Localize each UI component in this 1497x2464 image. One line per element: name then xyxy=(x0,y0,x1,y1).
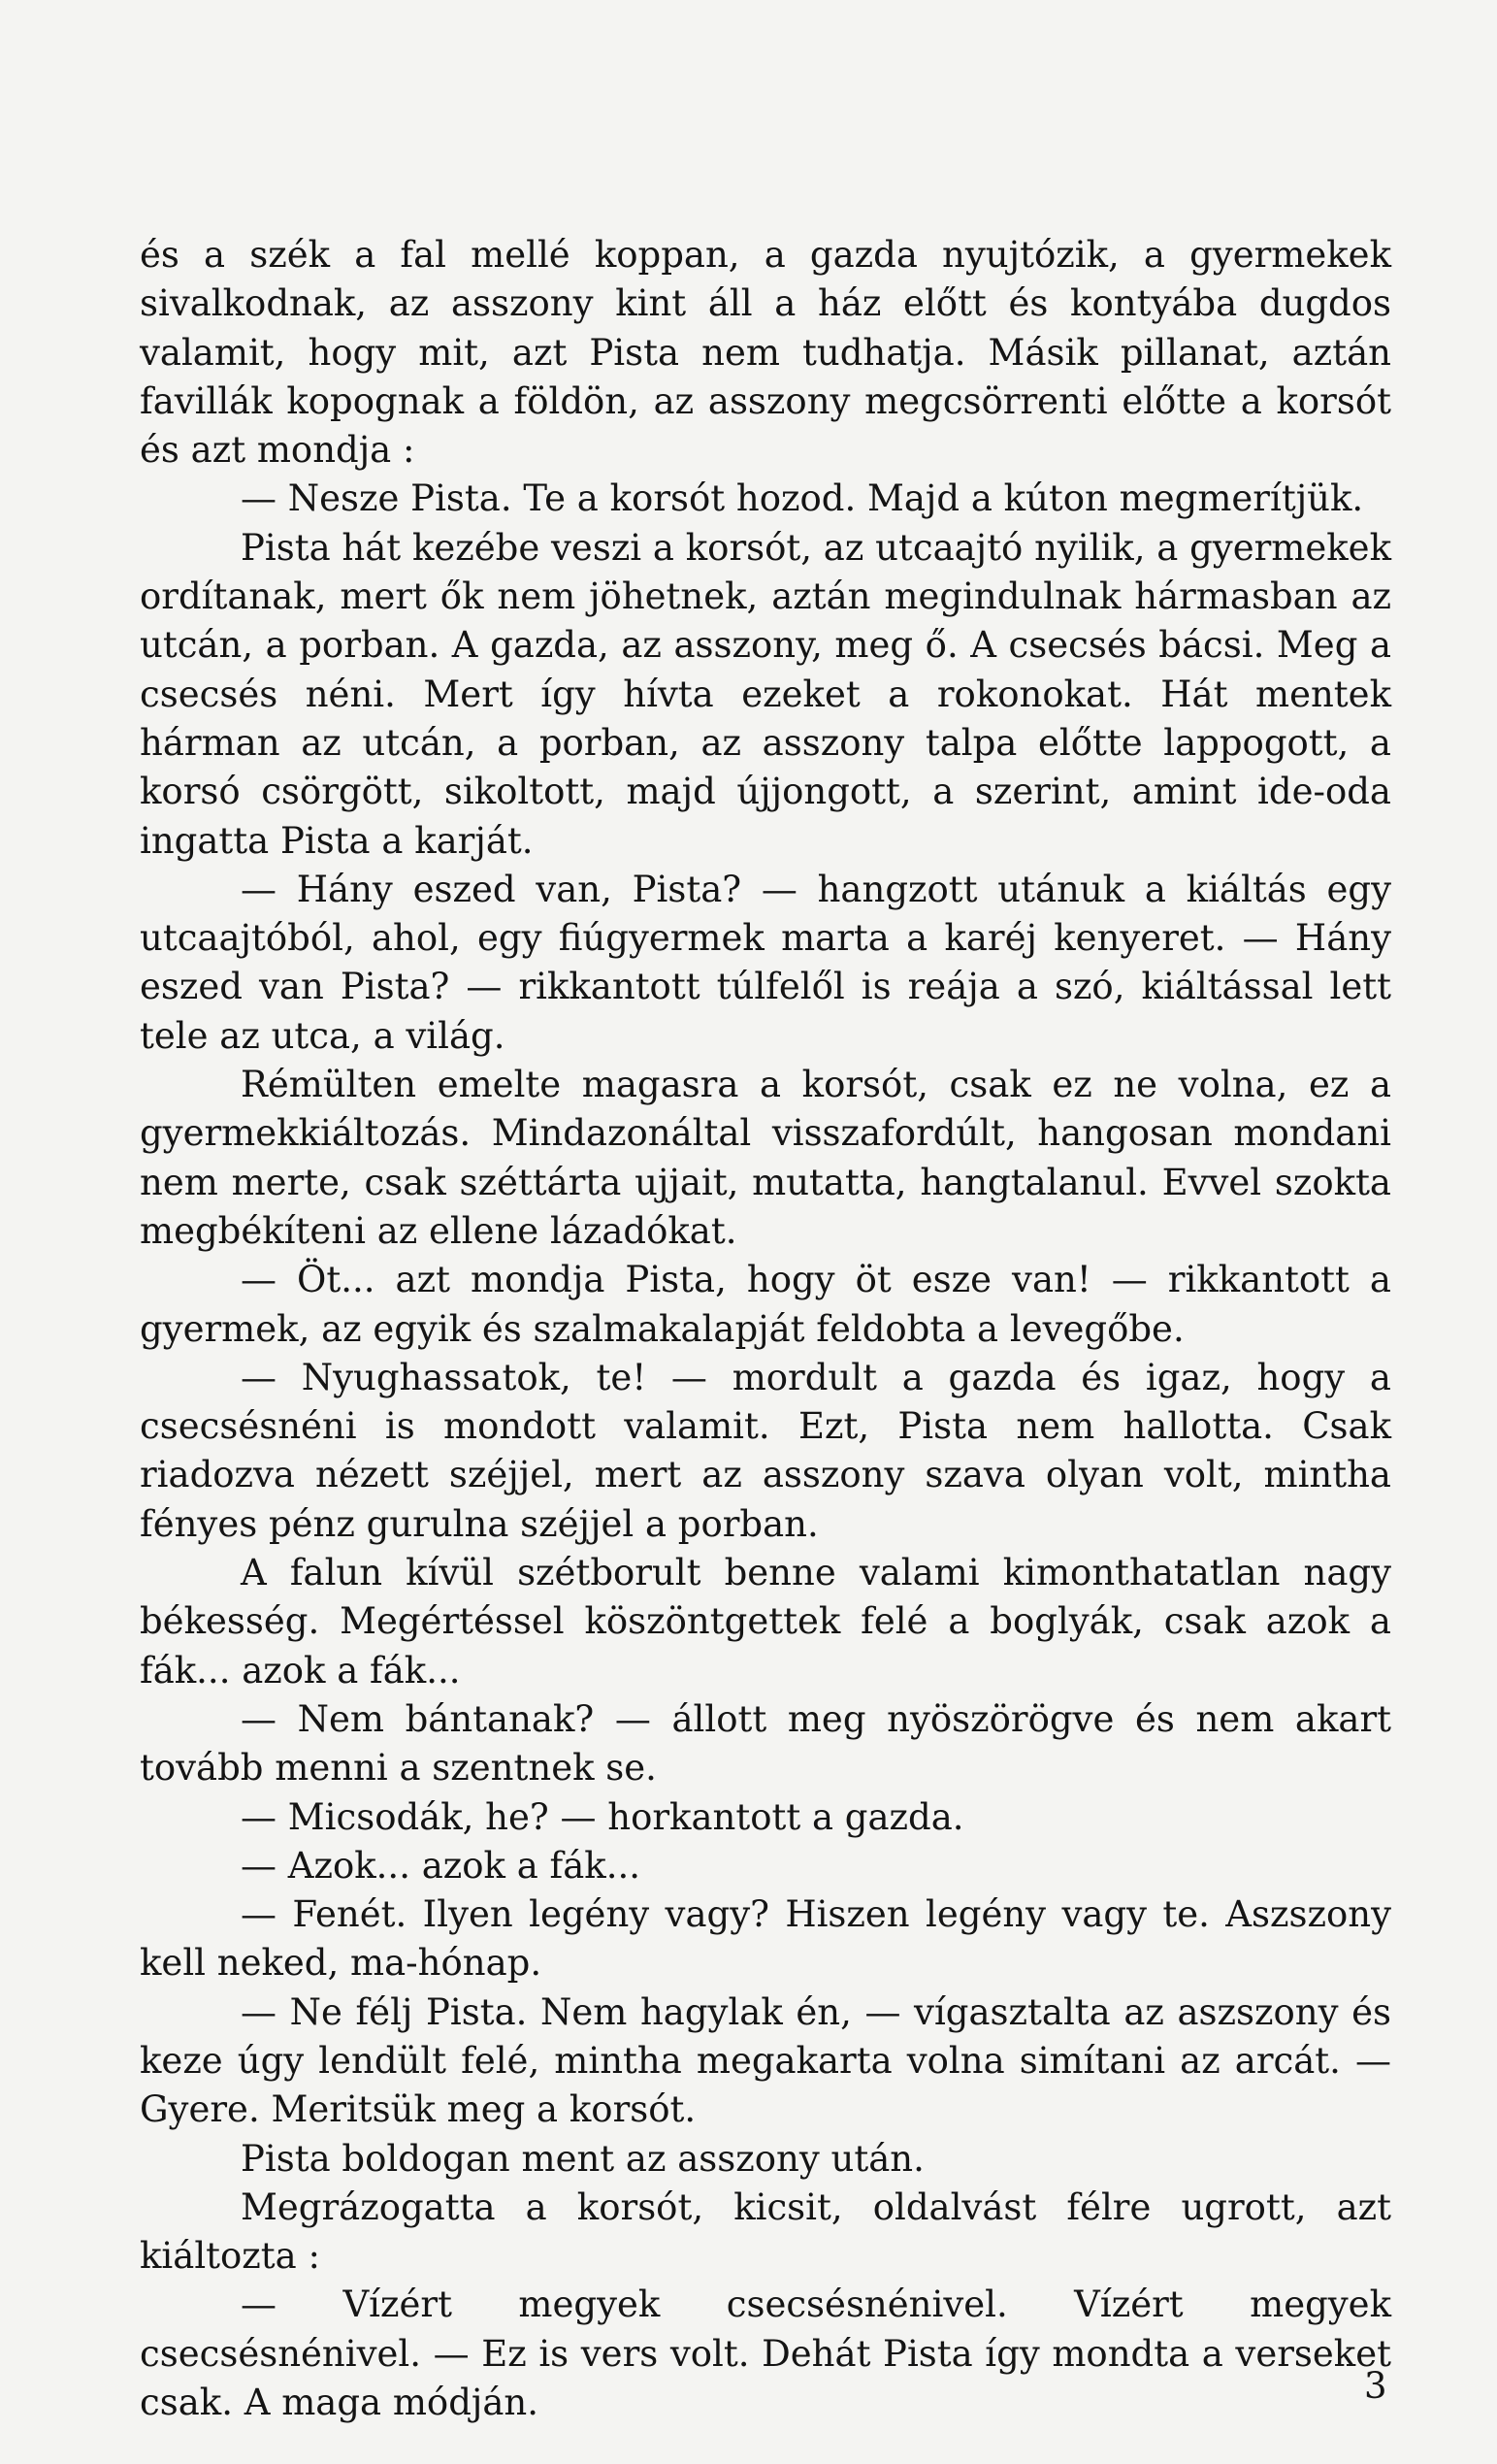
paragraph: — Fenét. Ilyen legény vagy? Hiszen legény vagy te. Aszszony kell neked, ma-hónap. xyxy=(140,1893,1391,1985)
paragraph: — Öt... azt mondja Pista, hogy öt esze van! — rikkantott a gyermek, az egyik és szalmakalapját feldobta a levegőbe. xyxy=(140,1259,1391,1350)
paragraph: — Azok... azok a fák... xyxy=(241,1844,641,1887)
paragraph: Rémülten emelte magasra a korsót, csak ez ne volna, ez a gyermekkiáltozás. Mindazonáltal visszafordúlt, hangosan mondani nem merte, csak széttárta ujjait, mutatta, hangtalanul. Evvel szokta megbékíteni az ellene lázadókat. xyxy=(140,1064,1391,1252)
body-text xyxy=(140,231,1391,2427)
paragraph: A falun kívül szétborult benne valami kimonthatatlan nagy békesség. Megértéssel köszöntgettek felé a boglyák, csak azok a fák... azok a fák... xyxy=(140,1552,1391,1692)
page-number: 3 xyxy=(1364,2365,1387,2407)
paragraph: — Nyughassatok, te! — mordult a gazda és igaz, hogy a csecsésnéni is mondott valamit. Ezt, Pista nem hallotta. Csak riadozva nézett széjjel, mert az asszony szava olyan volt, mintha fényes pénz gurulna széjjel a porban. xyxy=(140,1356,1391,1545)
paragraph: és a szék a fal mellé koppan, a gazda nyujtózik, a gyermekek sivalkodnak, az asszony kint áll a ház előtt és kontyába dugdos valamit, hogy mit, azt Pista nem tudhatja. Másik pillanat, aztán favillák kopognak a földön, az asszony megcsörrenti előtte a korsót és azt mondja : xyxy=(140,234,1391,472)
paragraph: — Vízért megyek csecsésnénivel. Vízért megyek csecsésnénivel. — Ez is vers volt. Dehát Pista így mondta a verseket csak. A maga módján. xyxy=(140,2283,1391,2424)
paragraph: — Micsodák, he? — horkantott a gazda. xyxy=(241,1795,964,1838)
paragraph: Pista hát kezébe veszi a korsót, az utcaajtó nyilik, a gyermekek ordítanak, mert ők nem jöhetnek, aztán megindulnak hármasban az utcán, a porban. A gazda, az asszony, meg ő. A csecsés bácsi. Meg a csecsés néni. Mert így hívta ezeket a rokonokat. Hát mentek hárman az utcán, a porban, az asszony talpa előtte lappogott, a korsó csörgött, sikoltott, majd újjongott, a szerint, amint ide-oda ingatta Pista a karját. xyxy=(140,526,1391,862)
paragraph: — Hány eszed van, Pista? — hangzott utánuk a kiáltás egy utcaajtóból, ahol, egy fiúgyermek marta a karéj kenyeret. — Hány eszed van Pista? — rikkantott túlfelől is reája a szó, kiáltással lett tele az utca, a világ. xyxy=(140,868,1391,1057)
paragraph: — Nesze Pista. Te a korsót hozod. Majd a kúton megmerítjük. xyxy=(241,477,1364,520)
paragraph: — Ne félj Pista. Nem hagylak én, — vígasztalta az aszszony és keze úgy lendült felé, mintha megakarta volna simítani az arcát. — Gyere. Meritsük meg a korsót. xyxy=(140,1990,1391,2131)
paragraph: — Nem bántanak? — állott meg nyöszörögve és nem akart tovább menni a szentnek se. xyxy=(140,1697,1391,1790)
paragraph: Megrázogatta a korsót, kicsit, oldalvást félre ugrott, azt kiáltozta : xyxy=(140,2185,1391,2278)
paragraph: Pista boldogan ment az asszony után. xyxy=(241,2137,925,2180)
